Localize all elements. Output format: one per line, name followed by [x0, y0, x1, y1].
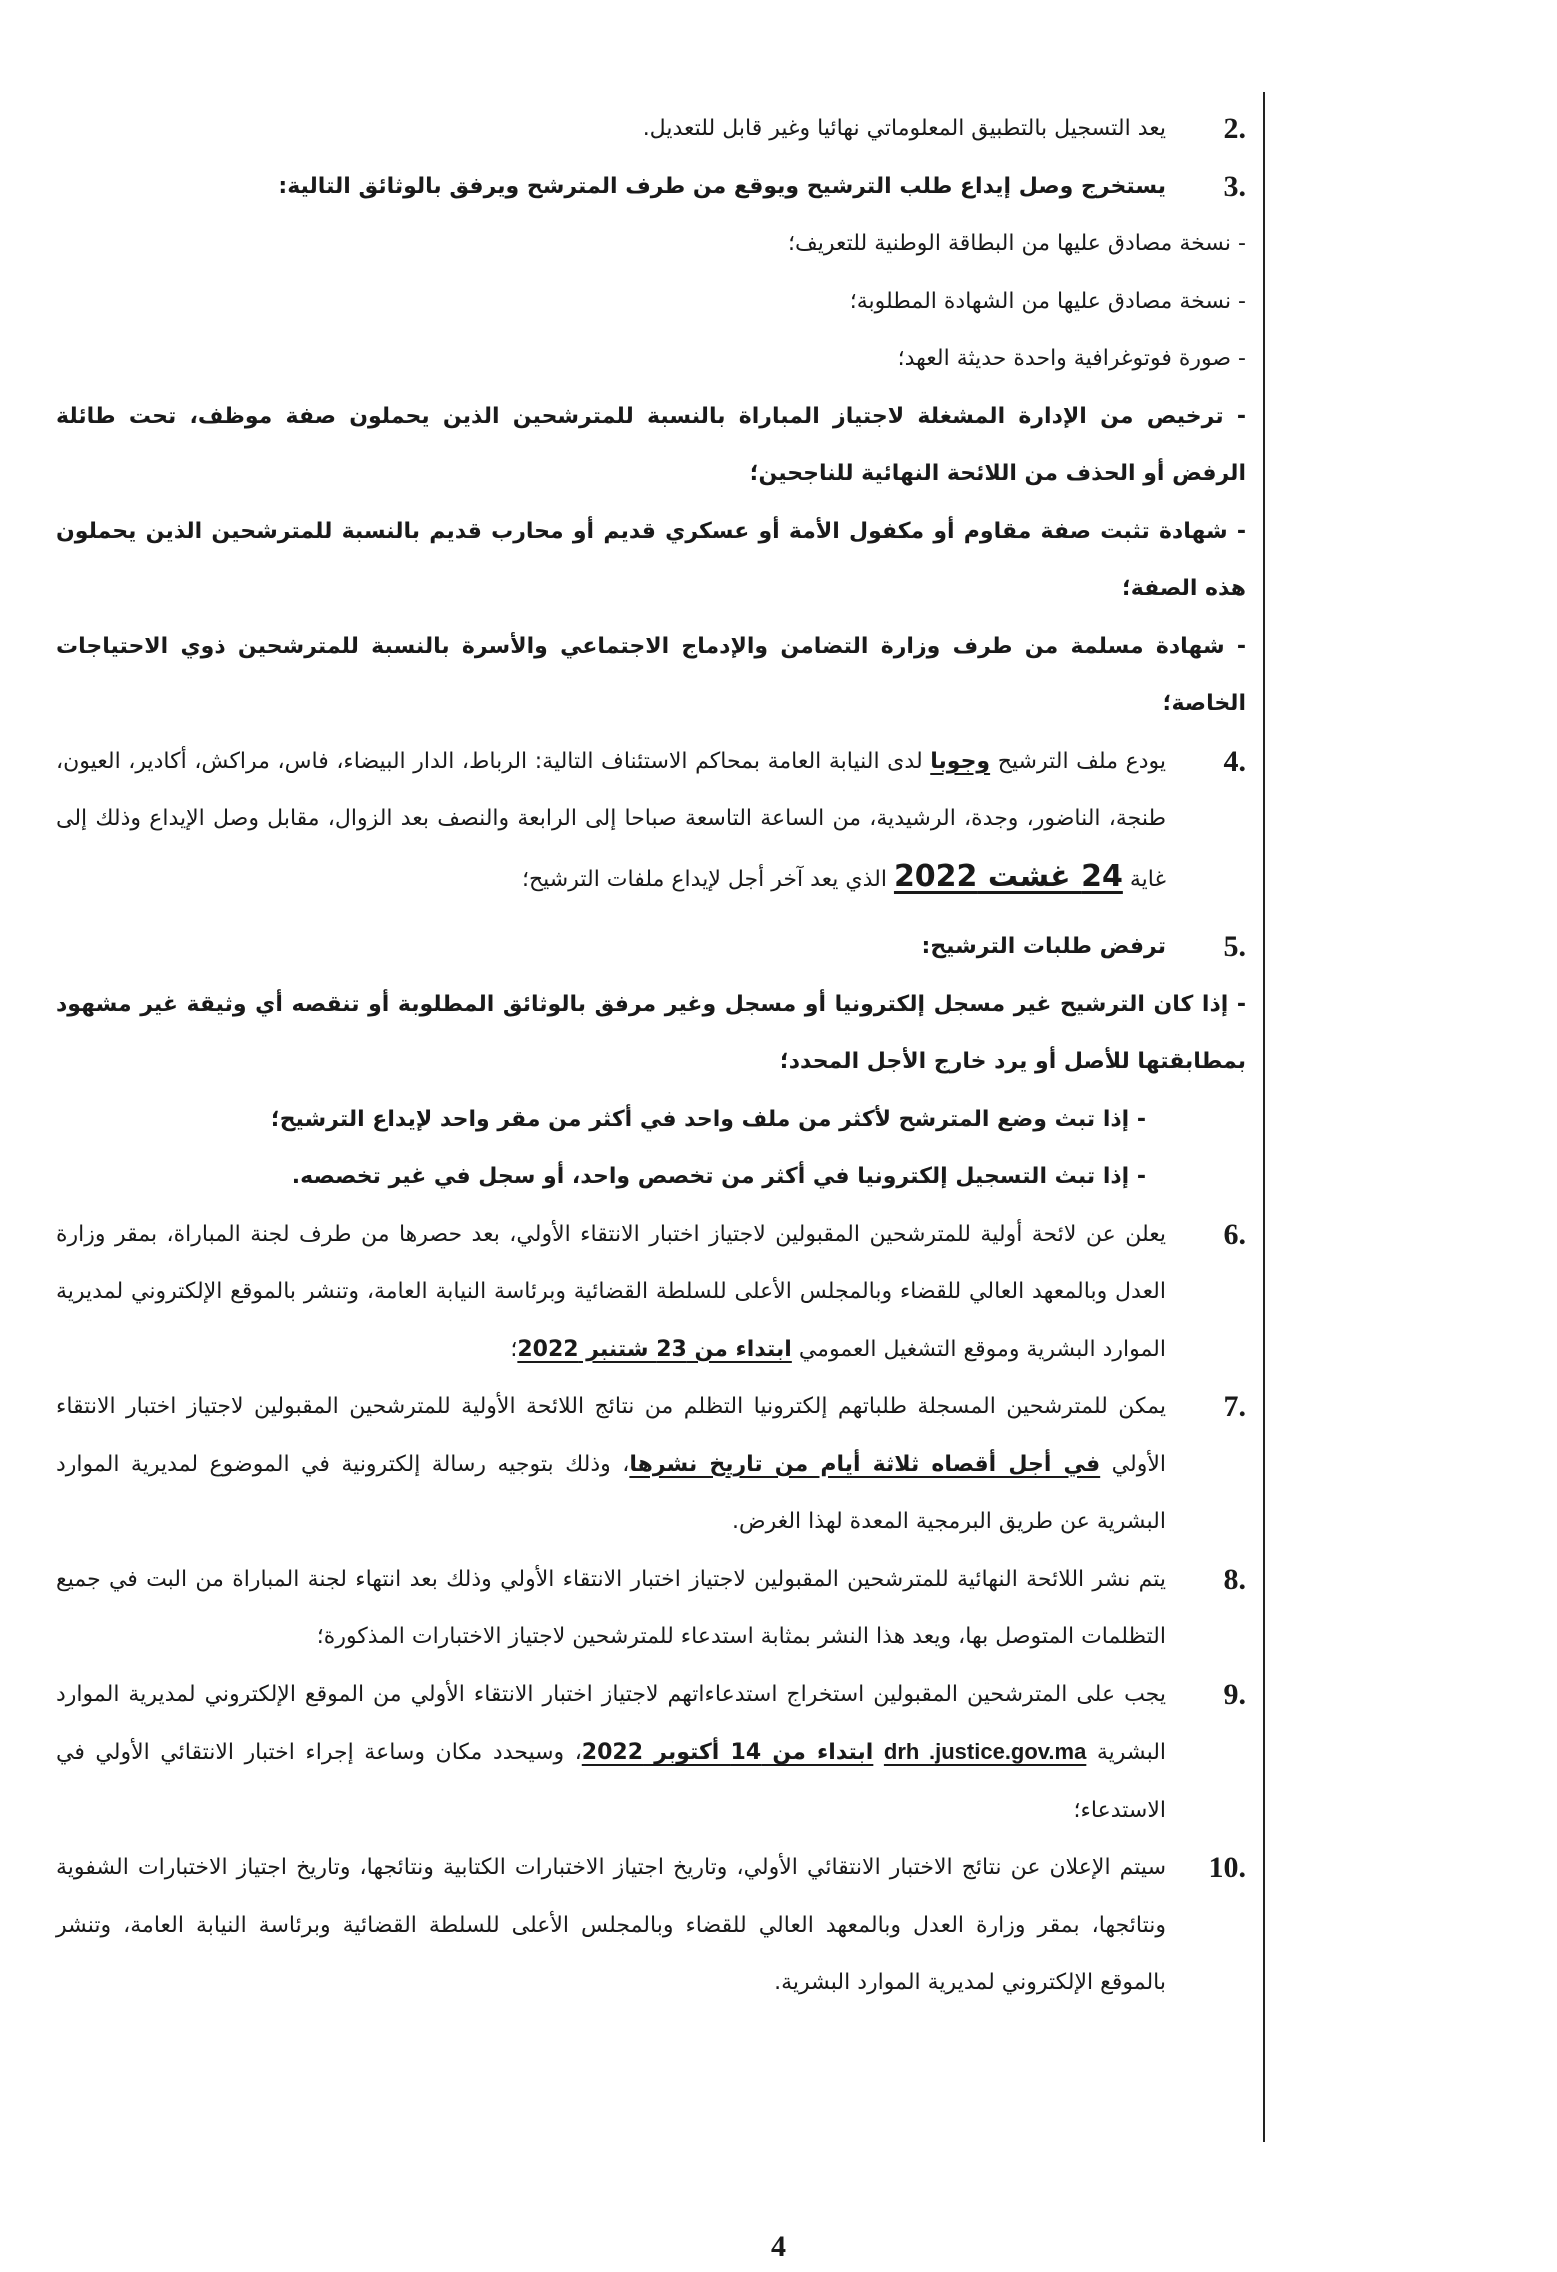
item-number: 5. — [1223, 930, 1246, 963]
item-7-text — [56, 1378, 1166, 1551]
rejection-rule: - إذا كان الترشيح غير مسجل إلكترونيا أو مسجل وغير مرفق بالوثائق المطلوبة أو تنقصه أي وثيقة غير مشهود بمطابقتها للأصل أو يرد خارج الأجل المحدد؛ — [56, 991, 1246, 1074]
appeal-deadline: في أجل أقصاه ثلاثة أيام من تاريخ نشرها — [629, 1451, 1101, 1477]
text-segment: يعلن عن لائحة أولية للمترشحين المقبولين لاجتياز اختبار الانتقاء الأولي، بعد حصرها من طرف لجنة المباراة، بمقر وزارة العدل وبالمعهد العالي للقضاء وبالمجلس الأعلى للسلطة القضائية وبرئاسة النيابة العامة، وتنشر بالموقع الإلكتروني لمديرية الموارد البشرية وموقع التشغيل العمومي — [56, 1221, 1166, 1362]
item-5-title: ترفض طلبات الترشيح: — [921, 934, 1166, 959]
website-link[interactable]: drh .justice.gov.ma — [883, 1739, 1087, 1764]
item-number: 8. — [1223, 1562, 1246, 1596]
obligatory-emphasis: وجوبا — [930, 748, 991, 774]
doc-item: - نسخة مصادق عليها من البطاقة الوطنية للتعريف؛ — [787, 231, 1246, 256]
text-segment: ، وسيحدد مكان وساعة إجراء اختبار الانتقائي الأولي في الاستدعاء؛ — [56, 1740, 1166, 1823]
item-7 — [56, 1378, 1246, 1551]
item-number: 3. — [1223, 169, 1246, 203]
item-9 — [56, 1666, 1246, 1840]
text-segment: الذي يعد آخر أجل لإيداع ملفات الترشيح؛ — [521, 866, 887, 892]
item-number: 4. — [1223, 744, 1246, 778]
text-segment: يجب على المترشحين المقبولين استخراج استدعاءاتهم لاجتياز اختبار الانتقاء الأولي من الموقع الإلكتروني لمديرية الموارد البشرية — [56, 1681, 1167, 1765]
doc-item: - ترخيص من الإدارة المشغلة لاجتياز المباراة بالنسبة للمترشحين الذين يحملون صفة موظف، تحت طائلة الرفض أو الحذف من اللائحة النهائية للناجحين؛ — [56, 403, 1246, 486]
text-segment: يودع ملف الترشيح — [997, 748, 1166, 774]
item-10 — [56, 1839, 1246, 2012]
rejection-rule: - إذا تبث التسجيل إلكترونيا في أكثر من تخصص واحد، أو سجل في غير تخصصه. — [291, 1164, 1146, 1189]
doc-item: - شهادة مسلمة من طرف وزارة التضامن والإدماج الاجتماعي والأسرة بالنسبة للمترشحين ذوي الاحتياجات الخاصة؛ — [56, 633, 1246, 716]
doc-item: - صورة فوتوغرافية واحدة حديثة العهد؛ — [897, 346, 1246, 371]
item-2 — [56, 100, 1246, 158]
doc-item: - نسخة مصادق عليها من الشهادة المطلوبة؛ — [849, 288, 1246, 314]
item-8 — [56, 1551, 1246, 1666]
publication-date: ابتداء من 23 شتنبر 2022 — [517, 1336, 792, 1362]
item-4 — [56, 733, 1246, 909]
item-10-text: سيتم الإعلان عن نتائج الاختبار الانتقائي الأولي، وتاريخ اجتياز الاختبارات الكتابية ونتائجها، وتاريخ اجتياز الاختبارات الشفوية ونتائجها، بمقر وزارة العدل وبالمعهد العالي للقضاء وبالمجلس الأعلى للسلطة القضائية وبرئاسة النيابة العامة، وتنشر بالموقع الإلكتروني لمديرية الموارد البشرية. — [56, 1855, 1166, 1995]
doc-item: - شهادة تثبت صفة مقاوم أو مكفول الأمة أو عسكري قديم أو محارب قديم بالنسبة للمترشحين الذين يحملون هذه الصفة؛ — [56, 518, 1246, 601]
page-number: 4 — [771, 2230, 786, 2263]
item-3 — [56, 158, 1246, 216]
deadline-date: 24 غشت 2022 — [893, 858, 1123, 894]
item-number: 9. — [1223, 1677, 1246, 1711]
item-8-text: يتم نشر اللائحة النهائية للمترشحين المقبولين لاجتياز اختبار الانتقاء الأولي وذلك بعد انتهاء لجنة المباراة من البت في جميع التظلمات المتوصل بها، ويعد هذا النشر بمثابة استدعاء للمترشحين لاجتياز الاختبارات المذكورة؛ — [56, 1566, 1166, 1649]
convocation-date: ابتداء من 14 أكتوبر 2022 — [581, 1740, 874, 1765]
item-number: 7. — [1223, 1390, 1246, 1423]
item-number: 2. — [1223, 112, 1246, 145]
item-9-text — [56, 1666, 1166, 1840]
item-4-text — [56, 733, 1166, 909]
item-5 — [56, 918, 1246, 976]
text-segment: ؛ — [510, 1336, 518, 1362]
item-number: 10. — [1208, 1851, 1246, 1884]
item-number: 6. — [1223, 1217, 1246, 1251]
item-2-text: يعد التسجيل بالتطبيق المعلوماتي نهائيا وغير قابل للتعديل. — [642, 116, 1166, 141]
text-segment: يمكن للمترشحين المسجلة طلباتهم إلكترونيا التظلم من نتائج اللائحة الأولية للمترشحين المقبولين لاجتياز اختبار الانتقاء الأولي — [56, 1394, 1166, 1477]
margin-rule — [1263, 92, 1265, 2142]
document-body — [56, 100, 1246, 2012]
item-6-text — [56, 1206, 1166, 1379]
item-3-intro: يستخرج وصل إيداع طلب الترشيح ويوقع من طرف المترشح ويرفق بالوثائق التالية: — [278, 173, 1166, 199]
text-segment: ، وذلك بتوجيه رسالة إلكترونية في الموضوع لمديرية الموارد البشرية عن طريق البرمجية المعدة لهذا الغرض. — [56, 1451, 1166, 1534]
item-6 — [56, 1206, 1246, 1379]
text-segment: لدى النيابة العامة بمحاكم الاستئناف التالية: الرباط، الدار البيضاء، فاس، مراكش، أكادير، العيون، طنجة، الناضور، وجدة، الرشيدية، من الساعة التاسعة صباحا إلى الرابعة والنصف بعد الزوال، مقابل وصل الإيداع وذلك إلى غاية — [56, 748, 1166, 892]
rejection-rule: - إذا تبث وضع المترشح لأكثر من ملف واحد في أكثر من مقر واحد لإيداع الترشيح؛ — [270, 1106, 1146, 1132]
